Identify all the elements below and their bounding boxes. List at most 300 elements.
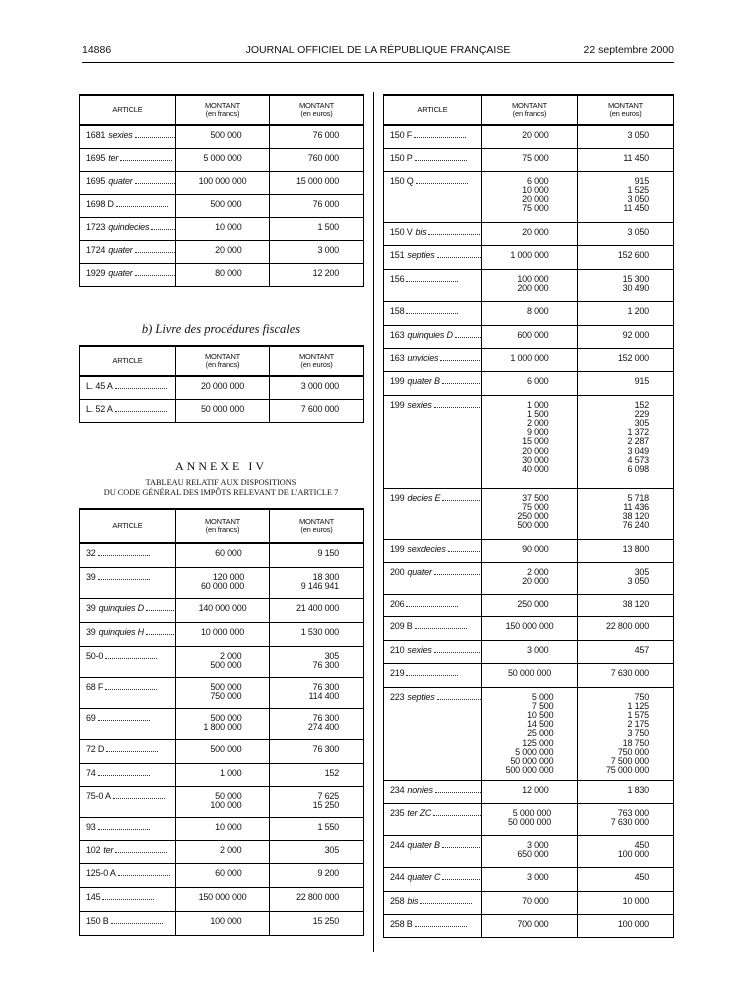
amount-stack <box>313 200 339 209</box>
table-row <box>384 891 674 914</box>
amount-francs: 15 000 <box>522 436 549 447</box>
amount-euros: 750 <box>634 691 649 702</box>
dotted-leader <box>433 809 481 816</box>
amount-euros: 92 000 <box>622 329 649 340</box>
table-row <box>80 911 364 935</box>
amount-stack <box>618 251 649 260</box>
amount-euros-cell <box>270 194 364 217</box>
amount-francs: 40 000 <box>522 463 549 474</box>
col-header-montant: MONTANT <box>511 101 548 110</box>
amount-euros-cell <box>578 125 674 148</box>
amount-francs: 25 000 <box>527 728 554 739</box>
amount-stack <box>511 841 549 859</box>
amount-euros: 3 049 <box>627 445 649 456</box>
article-number: 199 <box>390 399 405 410</box>
table-row <box>80 148 364 171</box>
amount-euros-cell <box>270 677 364 708</box>
article-suffix: nonies <box>407 784 433 795</box>
amount-francs: 20 000 000 <box>200 381 245 391</box>
amount-stack <box>511 494 549 531</box>
article-number: 1723 <box>86 221 106 232</box>
table-row <box>80 125 364 148</box>
table-row <box>384 371 674 395</box>
amount-euros-cell <box>578 488 674 539</box>
amount-euros-cell <box>270 863 364 887</box>
amount-stack <box>313 652 339 670</box>
amount-francs: 500 000 <box>517 520 549 531</box>
dotted-leader <box>406 600 458 607</box>
article-number: 258 <box>390 895 405 906</box>
section-b-heading: b) Livre des procédures fiscales <box>141 322 301 336</box>
amount-francs: 3 000 <box>526 871 549 882</box>
amount-francs-cell <box>176 240 270 263</box>
amount-euros-cell <box>578 539 674 562</box>
amount-stack <box>618 920 649 929</box>
col-header-montant-francs <box>176 95 270 125</box>
dotted-leader <box>406 275 458 282</box>
amount-euros: 2 175 <box>627 719 649 730</box>
article-cell <box>80 171 176 194</box>
amount-stack <box>203 714 241 732</box>
table-row <box>80 622 364 646</box>
amount-francs: 10 000 <box>522 184 549 195</box>
amount-euros: 750 000 <box>617 746 649 757</box>
table-row <box>384 245 674 269</box>
table-row <box>80 817 364 840</box>
article-number: L. 52 A <box>86 403 113 414</box>
amount-euros: 15 300 <box>622 273 649 284</box>
amount-euros: 3 000 <box>317 244 339 255</box>
col-header-montant-francs <box>176 346 270 376</box>
amount-stack <box>506 622 554 631</box>
amount-euros: 3 050 <box>627 193 649 204</box>
amount-francs: 140 000 000 <box>198 602 247 613</box>
amount-stack <box>511 920 549 929</box>
article-suffix: septies <box>407 691 435 702</box>
amount-stack <box>199 604 247 613</box>
amount-euros: 7 500 000 <box>610 755 649 766</box>
amount-francs: 75 000 <box>522 501 549 512</box>
table-row <box>384 148 674 171</box>
amount-euros-cell <box>270 622 364 646</box>
amount-francs: 30 000 <box>522 454 549 465</box>
amount-stack <box>296 604 339 613</box>
amount-francs: 1 000 <box>526 399 549 410</box>
article-cell <box>80 399 176 422</box>
amount-francs-cell <box>482 325 578 348</box>
article-suffix: quinquies D <box>98 602 144 613</box>
amount-stack <box>201 573 244 591</box>
article-number: 209 B <box>390 620 413 631</box>
col-header-unit-euros: (en euros) <box>609 109 642 118</box>
amount-euros-cell <box>578 914 674 937</box>
dotted-leader <box>98 714 150 721</box>
article-cell <box>384 891 482 914</box>
amount-euros-cell <box>578 371 674 395</box>
amount-stack <box>317 869 339 878</box>
article-number: 39 <box>86 602 96 613</box>
col-header-montant-euros <box>270 346 364 376</box>
amount-stack <box>204 846 242 855</box>
amount-euros-cell <box>270 708 364 739</box>
journal-title: JOURNAL OFFICIEL DE LA RÉPUBLIQUE FRANÇAISE <box>245 44 511 56</box>
table-row <box>384 539 674 562</box>
col-header-montant: MONTANT <box>298 352 335 361</box>
amount-francs: 500 000 <box>210 659 242 670</box>
dotted-leader <box>135 246 176 253</box>
amount-stack <box>204 792 242 810</box>
article-number: 199 <box>390 492 405 503</box>
article-suffix: quater B <box>407 375 440 386</box>
amount-francs: 1 500 <box>526 408 549 419</box>
amount-francs: 6 000 <box>526 175 549 186</box>
amount-euros: 1 550 <box>317 821 339 832</box>
article-cell <box>384 371 482 395</box>
amount-francs-cell <box>176 567 270 598</box>
amount-francs: 70 000 <box>522 895 549 906</box>
article-number: 1724 <box>86 244 106 255</box>
article-cell <box>384 594 482 616</box>
amount-francs: 50 000 000 <box>507 816 552 827</box>
amount-euros: 1 530 000 <box>300 626 339 637</box>
amount-francs-cell <box>176 817 270 840</box>
col-header-unit-francs: (en francs) <box>205 525 240 534</box>
amount-stack <box>635 646 649 655</box>
publication-date: 22 septembre 2000 <box>583 44 674 56</box>
amount-stack <box>611 669 649 678</box>
amount-francs: 10 000 <box>215 221 242 232</box>
article-cell <box>384 663 482 687</box>
table-row <box>384 594 674 616</box>
amount-euros: 229 <box>634 408 649 419</box>
amount-stack <box>511 401 549 475</box>
dotted-leader <box>105 652 157 659</box>
dotted-leader <box>118 869 170 876</box>
dotted-leader <box>440 354 481 361</box>
amount-euros-cell <box>270 376 364 399</box>
amount-stack <box>301 628 339 637</box>
amount-euros-cell <box>270 763 364 786</box>
dotted-leader <box>416 177 468 184</box>
amount-francs: 9 000 <box>526 427 549 438</box>
amount-euros: 22 800 000 <box>295 891 339 902</box>
amount-stack <box>511 646 549 655</box>
article-cell <box>80 840 176 863</box>
amount-stack <box>204 269 242 278</box>
amount-euros: 305 <box>324 844 339 855</box>
amount-francs: 5 000 000 <box>203 152 242 163</box>
article-cell <box>384 562 482 594</box>
amount-stack <box>511 177 549 214</box>
article-cell <box>384 171 482 222</box>
amount-francs-cell <box>176 543 270 567</box>
amount-stack <box>511 307 549 316</box>
dotted-leader <box>435 786 482 793</box>
table-row <box>384 780 674 803</box>
amount-stack <box>296 893 339 902</box>
amount-euros-cell <box>270 887 364 911</box>
article-suffix: quater <box>108 175 133 186</box>
amount-stack <box>623 545 649 554</box>
article-cell <box>80 567 176 598</box>
article-suffix: sexies <box>407 399 432 410</box>
amount-francs: 20 000 <box>522 226 549 237</box>
amount-francs: 2 000 <box>526 417 549 428</box>
amount-francs-cell <box>482 914 578 937</box>
amount-francs: 500 000 <box>210 130 242 140</box>
dotted-leader <box>442 841 482 848</box>
page-header <box>82 44 674 60</box>
amount-euros: 305 <box>324 650 339 661</box>
dotted-leader <box>406 669 458 676</box>
amount-stack <box>301 573 339 591</box>
amount-euros: 1 372 <box>627 427 649 438</box>
article-number: 125-0 A <box>86 867 116 878</box>
article-cell <box>80 217 176 240</box>
amount-euros: 76 000 <box>312 198 339 209</box>
amount-euros-cell <box>270 240 364 263</box>
amount-euros-cell <box>270 911 364 935</box>
amount-francs-cell <box>482 687 578 780</box>
table-row <box>384 803 674 835</box>
article-number: 39 <box>86 626 96 637</box>
amount-francs: 100 000 <box>517 273 549 284</box>
amount-euros-cell <box>578 148 674 171</box>
col-header-unit-francs: (en francs) <box>205 360 240 369</box>
article-suffix: sexies <box>407 644 432 655</box>
amount-euros-cell <box>578 269 674 301</box>
amount-stack <box>511 131 549 140</box>
dotted-leader <box>151 223 175 230</box>
amount-euros: 75 000 000 <box>605 765 649 776</box>
table-row <box>80 677 364 708</box>
article-number: 1695 <box>86 175 106 186</box>
amount-stack <box>204 917 242 926</box>
amount-euros: 38 120 <box>622 510 649 521</box>
dotted-leader <box>106 745 158 752</box>
amount-stack <box>627 228 649 237</box>
amount-stack <box>201 405 244 414</box>
col-header-unit-francs: (en francs) <box>205 109 240 118</box>
amount-francs: 7 500 <box>531 700 554 711</box>
article-number: 244 <box>390 871 405 882</box>
amount-francs-cell <box>176 840 270 863</box>
article-number: 219 <box>390 667 405 678</box>
amount-stack <box>623 600 649 609</box>
col-header-article: ARTICLE <box>384 95 482 125</box>
dotted-leader <box>115 846 167 853</box>
article-number: 244 <box>390 839 405 850</box>
annexe-subtitle-2: DU CODE GÉNÉRAL DES IMPÔTS RELEVANT DE L'ARTICLE 7 <box>103 488 339 497</box>
amount-euros: 3 050 <box>627 130 649 140</box>
amount-euros-cell <box>578 348 674 371</box>
article-cell <box>80 786 176 817</box>
dotted-leader <box>135 177 176 184</box>
table-row <box>384 616 674 640</box>
dotted-leader <box>98 823 150 830</box>
amount-francs-cell <box>482 867 578 891</box>
amount-stack <box>623 154 649 163</box>
table-annexe-iv-right <box>383 94 674 938</box>
article-number: 234 <box>390 784 405 795</box>
amount-francs: 10 000 000 <box>200 626 245 637</box>
table-row <box>80 763 364 786</box>
article-cell <box>80 376 176 399</box>
table-row <box>80 786 364 817</box>
col-header-montant-euros <box>270 509 364 543</box>
amount-francs-cell <box>176 677 270 708</box>
article-cell <box>80 887 176 911</box>
dotted-leader <box>437 251 482 258</box>
amount-francs: 80 000 <box>215 267 242 278</box>
dotted-leader <box>115 405 167 412</box>
amount-euros-cell <box>270 125 364 148</box>
amount-stack <box>203 154 241 163</box>
amount-stack <box>511 786 549 795</box>
amount-stack <box>511 228 549 237</box>
amount-euros: 7 625 <box>317 790 339 801</box>
amount-stack <box>627 401 649 475</box>
article-cell <box>384 325 482 348</box>
amount-stack <box>199 893 247 902</box>
amount-francs: 5 000 000 <box>515 746 554 757</box>
table-cgi-part1 <box>79 94 364 287</box>
dotted-leader <box>116 200 168 207</box>
amount-euros-cell <box>578 867 674 891</box>
table-row <box>384 640 674 663</box>
amount-francs: 150 000 000 <box>505 620 554 631</box>
dotted-leader <box>406 307 458 314</box>
article-number: 1929 <box>86 267 106 278</box>
col-header-article: ARTICLE <box>80 346 176 376</box>
dotted-leader <box>146 628 176 635</box>
article-cell <box>80 543 176 567</box>
amount-francs: 1 000 000 <box>510 352 549 363</box>
article-suffix: quater B <box>407 839 440 850</box>
article-number: 72 D <box>86 743 105 754</box>
amount-euros: 11 450 <box>623 203 649 214</box>
col-header-montant: MONTANT <box>298 517 335 526</box>
table-row <box>384 171 674 222</box>
article-cell <box>384 640 482 663</box>
amount-francs-cell <box>482 539 578 562</box>
col-header-montant: MONTANT <box>298 101 335 110</box>
article-cell <box>80 622 176 646</box>
amount-euros-cell <box>578 780 674 803</box>
article-number: 74 <box>86 767 96 778</box>
amount-francs: 150 000 000 <box>198 891 247 902</box>
amount-euros: 15 250 <box>312 915 339 926</box>
article-number: 206 <box>390 598 405 609</box>
col-header-unit-euros: (en euros) <box>300 360 333 369</box>
article-cell <box>384 148 482 171</box>
article-number: 1698 D <box>86 198 114 209</box>
amount-francs: 3 000 <box>526 644 549 655</box>
amount-euros: 915 <box>634 375 649 386</box>
amount-euros-cell <box>270 739 364 763</box>
amount-euros: 1 525 <box>627 184 649 195</box>
article-number: 150 B <box>86 915 109 926</box>
col-header-unit-euros: (en euros) <box>300 109 333 118</box>
amount-euros: 1 200 <box>627 305 649 316</box>
amount-euros-cell <box>578 325 674 348</box>
article-suffix: quindecies <box>108 221 150 232</box>
amount-francs: 20 000 <box>522 445 549 456</box>
dotted-leader <box>120 154 172 161</box>
amount-euros: 3 050 <box>627 226 649 237</box>
amount-francs: 500 000 <box>210 681 242 692</box>
article-cell <box>80 708 176 739</box>
amount-stack <box>623 494 649 531</box>
dotted-leader <box>415 920 467 927</box>
article-suffix: quinquies D <box>407 329 453 340</box>
amount-francs: 750 000 <box>210 690 242 701</box>
amount-stack <box>313 269 339 278</box>
dotted-leader <box>448 545 482 552</box>
amount-francs: 1 000 <box>219 767 242 778</box>
amount-stack <box>510 354 548 363</box>
amount-stack <box>623 275 649 293</box>
dotted-leader <box>415 622 467 629</box>
amount-euros-cell <box>578 301 674 325</box>
article-number: 235 <box>390 807 405 818</box>
amount-stack <box>511 568 549 586</box>
dotted-leader <box>135 269 176 276</box>
table-row <box>80 887 364 911</box>
col-header-montant: MONTANT <box>204 352 241 361</box>
amount-francs: 250 000 <box>517 598 549 609</box>
amount-stack <box>511 873 549 882</box>
dotted-leader <box>135 131 176 138</box>
amount-stack <box>627 307 649 316</box>
amount-stack <box>627 568 649 586</box>
article-cell <box>384 245 482 269</box>
table-row <box>80 863 364 887</box>
amount-euros-cell <box>270 543 364 567</box>
article-cell <box>384 780 482 803</box>
amount-francs-cell <box>176 263 270 286</box>
col-header-article: ARTICLE <box>80 95 176 125</box>
amount-francs-cell <box>482 148 578 171</box>
amount-stack <box>623 177 649 214</box>
col-header-montant-euros <box>270 95 364 125</box>
amount-francs: 1 000 000 <box>510 249 549 260</box>
amount-francs-cell <box>176 622 270 646</box>
amount-euros: 763 000 <box>617 807 649 818</box>
dotted-leader <box>98 573 150 580</box>
amount-francs-cell <box>176 125 270 148</box>
amount-francs-cell <box>176 887 270 911</box>
amount-francs-cell <box>482 395 578 488</box>
amount-euros: 1 830 <box>627 784 649 795</box>
amount-francs-cell <box>176 217 270 240</box>
amount-stack <box>325 769 339 778</box>
amount-francs-cell <box>176 376 270 399</box>
table-row <box>384 914 674 937</box>
amount-euros: 22 800 000 <box>605 620 649 631</box>
amount-francs: 6 000 <box>526 375 549 386</box>
amount-stack <box>511 331 549 340</box>
amount-euros-cell <box>270 399 364 422</box>
amount-francs: 37 500 <box>522 492 549 503</box>
article-cell <box>384 914 482 937</box>
article-cell <box>384 687 482 780</box>
amount-euros-cell <box>270 598 364 622</box>
amount-francs-cell <box>482 222 578 245</box>
amount-francs: 2 000 <box>219 650 242 661</box>
amount-stack <box>301 405 339 414</box>
amount-euros: 30 490 <box>622 282 649 293</box>
